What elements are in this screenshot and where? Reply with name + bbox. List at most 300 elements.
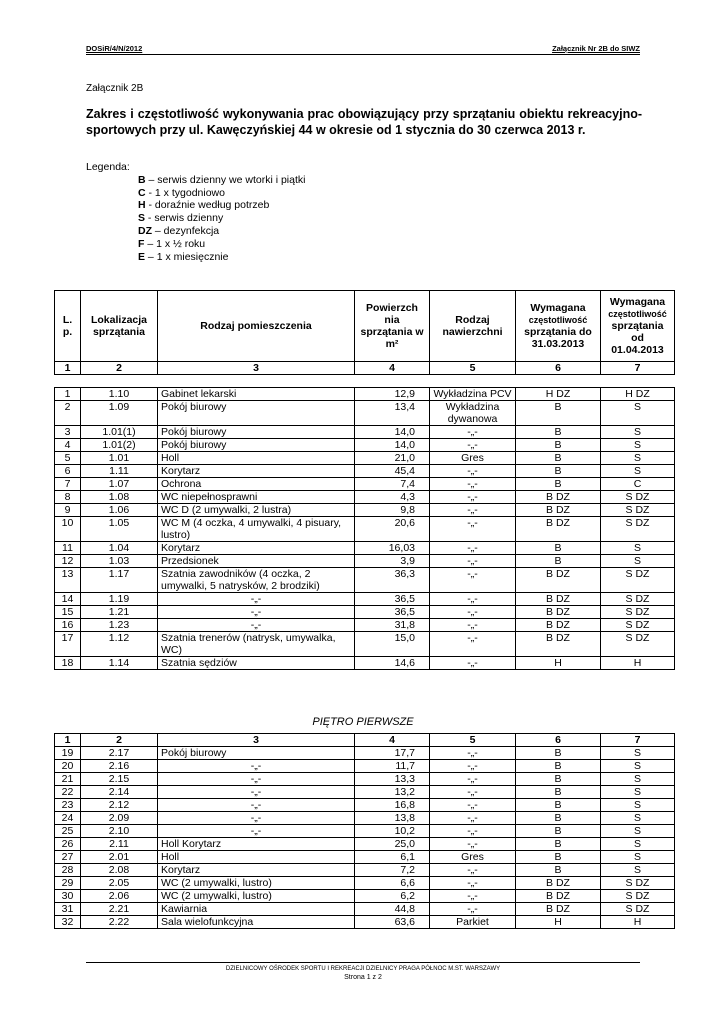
table-cell: 7,2 (355, 864, 430, 877)
table-cell: Pokój biurowy (158, 747, 355, 760)
table-cell: B DZ (516, 632, 601, 657)
table-cell: -„- (430, 478, 516, 491)
table-row (55, 593, 675, 606)
table-cell: -„- (430, 903, 516, 916)
table-cell: S DZ (601, 632, 675, 657)
table-cell: 1.03 (81, 555, 158, 568)
table-cell: -„- (430, 773, 516, 786)
column-number: 7 (601, 362, 675, 375)
table-cell: Kawiarnia (158, 903, 355, 916)
table-cell: 2.16 (81, 760, 158, 773)
table-cell: -„- (430, 760, 516, 773)
table-row (55, 568, 675, 593)
table-cell: 15 (55, 606, 81, 619)
table-cell: -„- (430, 439, 516, 452)
column-number: 2 (81, 734, 158, 747)
table-cell: 15,0 (355, 632, 430, 657)
ground-floor-table (54, 387, 675, 670)
table-cell: 1.04 (81, 542, 158, 555)
table-cell: -„- (158, 593, 355, 606)
table-row (55, 773, 675, 786)
table-cell: S (601, 786, 675, 799)
table-cell: 5 (55, 452, 81, 465)
table-cell: 2.22 (81, 916, 158, 929)
table-cell: 4 (55, 439, 81, 452)
table-cell: -„- (430, 838, 516, 851)
table-cell: 36,5 (355, 606, 430, 619)
column-number: 6 (516, 734, 601, 747)
table-cell: 10,2 (355, 825, 430, 838)
table-row (55, 903, 675, 916)
legend-code: DZ (138, 224, 152, 237)
legend-text: – 1 x miesięcznie (145, 250, 229, 263)
table-cell: -„- (430, 657, 516, 670)
table-cell: Przedsionek (158, 555, 355, 568)
table-cell: 1.01(2) (81, 439, 158, 452)
table-cell: 2.15 (81, 773, 158, 786)
table-cell: B (516, 478, 601, 491)
table-cell: 2.21 (81, 903, 158, 916)
table-cell: -„- (430, 542, 516, 555)
table-cell: S (601, 555, 675, 568)
table-cell: B DZ (516, 504, 601, 517)
table-cell: 7 (55, 478, 81, 491)
table-cell: S (601, 760, 675, 773)
table-cell: 14,0 (355, 426, 430, 439)
table-cell: 6,2 (355, 890, 430, 903)
table-cell: B (516, 851, 601, 864)
table-cell: S DZ (601, 606, 675, 619)
table-cell: 20,6 (355, 517, 430, 542)
table-cell: Parkiet (430, 916, 516, 929)
table-cell: Korytarz (158, 542, 355, 555)
table-cell: Holl (158, 851, 355, 864)
table-row (55, 632, 675, 657)
table-cell: S (601, 465, 675, 478)
table-cell: 17 (55, 632, 81, 657)
table-cell: S (601, 851, 675, 864)
table-row (55, 877, 675, 890)
table-cell: B DZ (516, 890, 601, 903)
table-cell: S (601, 542, 675, 555)
col-nawierzchnia: Rodzaj nawierzchni (430, 291, 516, 362)
table-cell: 2.01 (81, 851, 158, 864)
table-cell: -„- (430, 568, 516, 593)
table-cell: Szatnia sędziów (158, 657, 355, 670)
table-cell: Pokój biurowy (158, 439, 355, 452)
table-cell: B (516, 812, 601, 825)
column-number: 4 (355, 734, 430, 747)
table-row (55, 747, 675, 760)
table-cell: 25,0 (355, 838, 430, 851)
table-cell: 1.10 (81, 388, 158, 401)
table-cell: B DZ (516, 491, 601, 504)
legend-heading: Legenda: (86, 161, 130, 173)
table-cell: H DZ (601, 388, 675, 401)
table-cell: S (601, 799, 675, 812)
table-cell: 12,9 (355, 388, 430, 401)
annex-label: Załącznik 2B (86, 83, 144, 94)
table-cell: 1.21 (81, 606, 158, 619)
table-cell: 4,3 (355, 491, 430, 504)
table-cell: 36,3 (355, 568, 430, 593)
table-cell: -„- (158, 773, 355, 786)
table-cell: 11 (55, 542, 81, 555)
table-cell: -„- (158, 619, 355, 632)
table-row (55, 864, 675, 877)
table-cell: -„- (430, 426, 516, 439)
table-cell: 1.08 (81, 491, 158, 504)
table-row (55, 799, 675, 812)
table-cell: 11,7 (355, 760, 430, 773)
column-number: 6 (516, 362, 601, 375)
table-cell: 1.23 (81, 619, 158, 632)
table-cell: 1.12 (81, 632, 158, 657)
table-cell: 13,3 (355, 773, 430, 786)
table-cell: 13 (55, 568, 81, 593)
footer-organization: DZIELNICOWY OŚRODEK SPORTU I REKREACJI DZIELNICY PRAGA PÓŁNOC M.ST. WARSZAWY (225, 966, 501, 972)
table-cell: -„- (430, 606, 516, 619)
col-freq-until: Wymagana częstotliwość sprzątania do 31.03.2013 (516, 291, 601, 362)
table-cell: 2.14 (81, 786, 158, 799)
table-cell: B (516, 452, 601, 465)
table-cell: S DZ (601, 517, 675, 542)
table-cell: -„- (430, 504, 516, 517)
page-number: Strona 1 z 2 (344, 974, 382, 981)
table-cell: Pokój biurowy (158, 426, 355, 439)
table-cell: B DZ (516, 606, 601, 619)
table-cell: Wykładzina dywanowa (430, 401, 516, 426)
table-cell: B (516, 747, 601, 760)
legend-code: C (138, 186, 146, 199)
table-cell: B (516, 786, 601, 799)
table-cell: H (601, 916, 675, 929)
table-cell: 1.19 (81, 593, 158, 606)
document-title: Zakres i częstotliwość wykonywania prac obowiązujący przy sprzątaniu obiektu rekreacyjno-sportowych przy ul. Kawęczyńskiej 44 w okresie od 1 stycznia do 30 czerwca 2013 r. (86, 107, 642, 137)
table-cell: S DZ (601, 877, 675, 890)
legend-text: – dezynfekcja (152, 224, 220, 237)
table-cell: 14,0 (355, 439, 430, 452)
table-cell: B DZ (516, 619, 601, 632)
table-cell: 16,8 (355, 799, 430, 812)
table-cell: S (601, 426, 675, 439)
table-cell: 2.08 (81, 864, 158, 877)
table-cell: Korytarz (158, 465, 355, 478)
table-cell: H (516, 916, 601, 929)
table-cell: Gabinet lekarski (158, 388, 355, 401)
table-cell: 21 (55, 773, 81, 786)
column-number: 5 (430, 362, 516, 375)
table-cell: S (601, 439, 675, 452)
table-cell: S (601, 864, 675, 877)
column-number: 1 (55, 362, 81, 375)
table-cell: 8 (55, 491, 81, 504)
first-floor-table (54, 733, 675, 929)
table-cell: WC D (2 umywalki, 2 lustra) (158, 504, 355, 517)
table-cell: WC (2 umywalki, lustro) (158, 890, 355, 903)
legend-item (86, 225, 305, 238)
table-cell: Szatnia zawodników (4 oczka, 2 umywalki, 5 natrysków, 2 brodziki) (158, 568, 355, 593)
table-cell: -„- (430, 877, 516, 890)
table-cell: -„- (430, 864, 516, 877)
table-cell: H (516, 657, 601, 670)
table-cell: 1.05 (81, 517, 158, 542)
table-cell: 2.09 (81, 812, 158, 825)
table-cell: WC (2 umywalki, lustro) (158, 877, 355, 890)
table-cell: 1.17 (81, 568, 158, 593)
table-row (55, 851, 675, 864)
table-cell: S (601, 452, 675, 465)
table-row (55, 619, 675, 632)
table-cell: -„- (158, 799, 355, 812)
table-cell: 1.07 (81, 478, 158, 491)
column-number: 4 (355, 362, 430, 375)
table-cell: B DZ (516, 903, 601, 916)
table-cell: Gres (430, 851, 516, 864)
table-cell: 29 (55, 877, 81, 890)
table-cell: H (601, 657, 675, 670)
table-cell: 18 (55, 657, 81, 670)
table-cell: 2.06 (81, 890, 158, 903)
table-cell: S DZ (601, 491, 675, 504)
legend-code: S (138, 212, 146, 225)
table-cell: B (516, 838, 601, 851)
table-cell: 1.11 (81, 465, 158, 478)
table-cell: WC niepełnosprawni (158, 491, 355, 504)
column-number: 5 (430, 734, 516, 747)
table-cell: B (516, 864, 601, 877)
page-footer (86, 962, 640, 981)
table-cell: 23 (55, 799, 81, 812)
document-number: DOSiR/4/N/2012 (86, 44, 143, 53)
table-cell: 27 (55, 851, 81, 864)
table-cell: 1.01(1) (81, 426, 158, 439)
legend-item (86, 187, 305, 200)
table-cell: 2.17 (81, 747, 158, 760)
table-cell: Holl (158, 452, 355, 465)
table-cell: Ochrona (158, 478, 355, 491)
table-cell: S (601, 773, 675, 786)
table-row (55, 478, 675, 491)
table-cell: 19 (55, 747, 81, 760)
table-cell: -„- (430, 825, 516, 838)
table-cell: 44,8 (355, 903, 430, 916)
col-powierzchnia: Powierzch nia sprzątania w m² (355, 291, 430, 362)
table-cell: 10 (55, 517, 81, 542)
table-cell: 1.01 (81, 452, 158, 465)
table-cell: -„- (430, 890, 516, 903)
column-number: 3 (158, 362, 355, 375)
column-number: 1 (55, 734, 81, 747)
table-cell: WC M (4 oczka, 4 umywalki, 4 pisuary, lustro) (158, 517, 355, 542)
table-row (55, 916, 675, 929)
table-cell: 1.06 (81, 504, 158, 517)
table-cell: 7,4 (355, 478, 430, 491)
table-cell: Gres (430, 452, 516, 465)
table-cell: 45,4 (355, 465, 430, 478)
table-cell: B (516, 401, 601, 426)
table-cell: 20 (55, 760, 81, 773)
table-cell: B (516, 439, 601, 452)
table-cell: 3,9 (355, 555, 430, 568)
annex-reference: Załącznik Nr 2B do SIWZ (552, 44, 640, 53)
table-cell: Holl Korytarz (158, 838, 355, 851)
table-cell: 6 (55, 465, 81, 478)
table-cell: 25 (55, 825, 81, 838)
table-cell: S (601, 838, 675, 851)
table-row (55, 491, 675, 504)
table-cell: Wykładzina PCV (430, 388, 516, 401)
table-cell: 1.14 (81, 657, 158, 670)
table-cell: B (516, 825, 601, 838)
table-cell: -„- (430, 555, 516, 568)
col-freq-from: Wymagana częstotliwość sprzątania od 01.04.2013 (601, 291, 675, 362)
table-row (55, 606, 675, 619)
col-rodzaj-pomieszczenia: Rodzaj pomieszczenia (158, 291, 355, 362)
table-cell: -„- (430, 517, 516, 542)
table-cell: 3 (55, 426, 81, 439)
table-cell: -„- (430, 619, 516, 632)
legend-item (86, 212, 305, 225)
table-row (55, 760, 675, 773)
table-row (55, 542, 675, 555)
table-cell: 2.10 (81, 825, 158, 838)
table-cell: Szatnia trenerów (natrysk, umywalka, WC) (158, 632, 355, 657)
table-cell: S DZ (601, 903, 675, 916)
table-cell: C (601, 478, 675, 491)
table-cell: 30 (55, 890, 81, 903)
table-cell: 16,03 (355, 542, 430, 555)
table-cell: -„- (430, 593, 516, 606)
table-row (55, 465, 675, 478)
table-row (55, 825, 675, 838)
table-cell: 28 (55, 864, 81, 877)
legend-text: – 1 x ½ roku (144, 237, 206, 250)
table-cell: 13,4 (355, 401, 430, 426)
table-row (55, 439, 675, 452)
table-cell: 63,6 (355, 916, 430, 929)
table-cell: 21,0 (355, 452, 430, 465)
table-cell: -„- (158, 812, 355, 825)
legend (86, 161, 305, 263)
table-cell: 26 (55, 838, 81, 851)
legend-item (86, 199, 305, 212)
table-row (55, 426, 675, 439)
table-cell: B (516, 426, 601, 439)
table-row (55, 786, 675, 799)
table-cell: -„- (430, 786, 516, 799)
table-row (55, 517, 675, 542)
table-cell: 13,2 (355, 786, 430, 799)
table-cell: -„- (158, 786, 355, 799)
table-cell: -„- (430, 491, 516, 504)
legend-code: H (138, 199, 146, 212)
table-cell: 14 (55, 593, 81, 606)
table-cell: 31,8 (355, 619, 430, 632)
table-cell: 24 (55, 812, 81, 825)
table-cell: 2.11 (81, 838, 158, 851)
table-cell: -„- (430, 747, 516, 760)
table-cell: Pokój biurowy (158, 401, 355, 426)
table-row (55, 504, 675, 517)
table-cell: S DZ (601, 568, 675, 593)
table-cell: 12 (55, 555, 81, 568)
table-cell: 1 (55, 388, 81, 401)
col-lp: L. p. (55, 291, 81, 362)
section-title: PIĘTRO PIERWSZE (312, 716, 414, 728)
legend-item (86, 238, 305, 251)
col-lokalizacja: Lokalizacja sprzątania (81, 291, 158, 362)
column-number: 7 (601, 734, 675, 747)
table-cell: 16 (55, 619, 81, 632)
table-cell: B (516, 555, 601, 568)
table-cell: 9,8 (355, 504, 430, 517)
table-cell: S (601, 401, 675, 426)
table-cell: -„- (158, 606, 355, 619)
table-row (55, 388, 675, 401)
table-cell: 31 (55, 903, 81, 916)
column-number: 3 (158, 734, 355, 747)
table-cell: 6,1 (355, 851, 430, 864)
legend-code: B (138, 173, 146, 186)
table-cell: -„- (158, 825, 355, 838)
header-table (54, 290, 675, 375)
table-cell: 6,6 (355, 877, 430, 890)
table-cell: -„- (430, 812, 516, 825)
table-cell: S (601, 812, 675, 825)
table-row (55, 657, 675, 670)
table-cell: S (601, 747, 675, 760)
legend-code: E (138, 250, 146, 263)
table-cell: H DZ (516, 388, 601, 401)
table-row (55, 838, 675, 851)
column-number: 2 (81, 362, 158, 375)
table-cell: 2 (55, 401, 81, 426)
table-row (55, 401, 675, 426)
table-row (55, 812, 675, 825)
table-cell: 32 (55, 916, 81, 929)
table-cell: B (516, 760, 601, 773)
table-cell: 2.05 (81, 877, 158, 890)
table-cell: B DZ (516, 568, 601, 593)
table-cell: B (516, 799, 601, 812)
table-cell: 1.09 (81, 401, 158, 426)
table-cell: S DZ (601, 619, 675, 632)
table-cell: S (601, 825, 675, 838)
table-row (55, 452, 675, 465)
table-cell: -„- (158, 760, 355, 773)
table-cell: 2.12 (81, 799, 158, 812)
table-cell: -„- (430, 465, 516, 478)
table-cell: 17,7 (355, 747, 430, 760)
table-cell: B (516, 465, 601, 478)
legend-item (86, 174, 305, 187)
table-cell: Sala wielofunkcyjna (158, 916, 355, 929)
table-cell: B (516, 773, 601, 786)
table-cell: Korytarz (158, 864, 355, 877)
page-header (86, 42, 640, 55)
table-cell: 36,5 (355, 593, 430, 606)
legend-text: – serwis dzienny we wtorki i piątki (145, 173, 306, 186)
table-row (55, 890, 675, 903)
table-cell: 13,8 (355, 812, 430, 825)
legend-code: F (138, 237, 145, 250)
legend-item (86, 251, 305, 264)
table-cell: S DZ (601, 593, 675, 606)
table-cell: B DZ (516, 517, 601, 542)
table-cell: B (516, 542, 601, 555)
table-cell: -„- (430, 632, 516, 657)
